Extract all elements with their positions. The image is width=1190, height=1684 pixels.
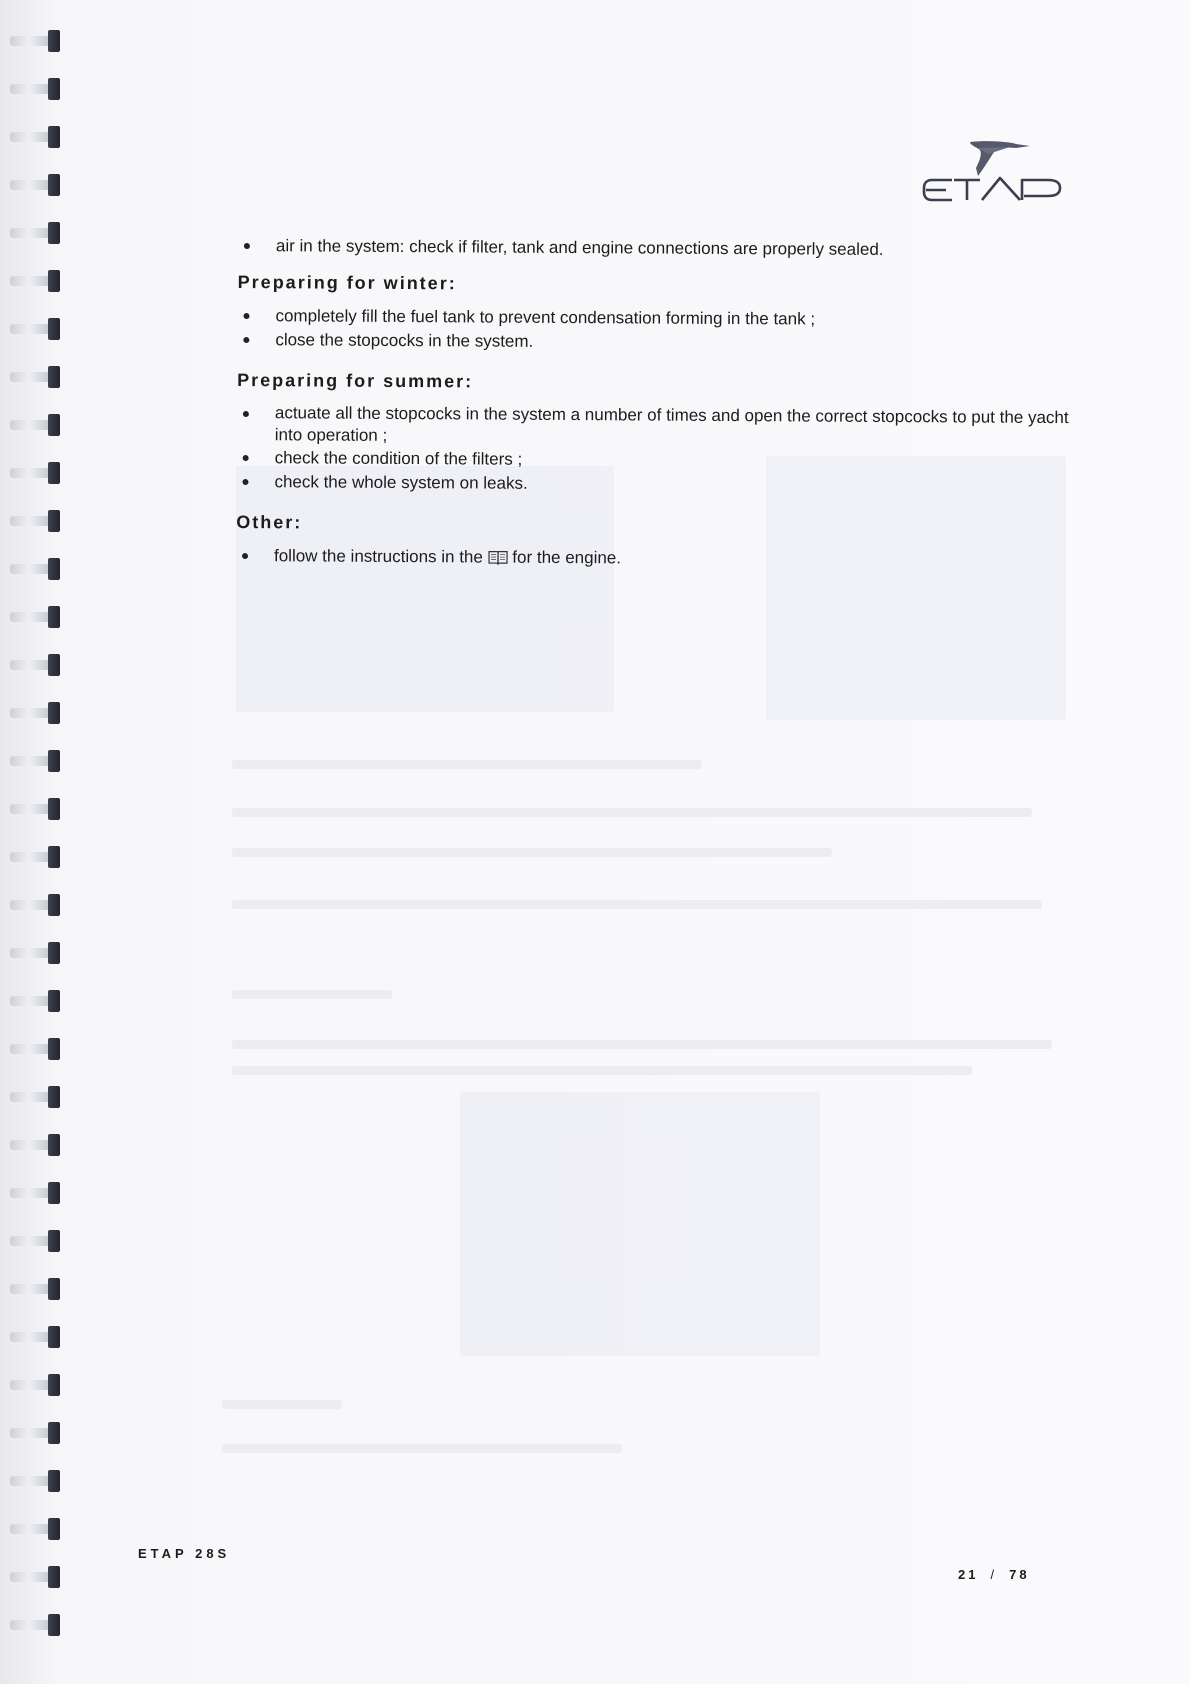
binding-ring-post (48, 654, 60, 676)
binding-ring-post (48, 750, 60, 772)
binding-ring-post (48, 1518, 60, 1540)
section-heading-other: Other: (236, 511, 303, 533)
binding-ring-post (48, 942, 60, 964)
binding-ring-loop (10, 756, 52, 766)
binding-ring (10, 270, 58, 292)
binding-ring-loop (10, 1044, 52, 1054)
page-separator: / (990, 1567, 998, 1582)
binding-ring (10, 702, 58, 724)
binding-ring (10, 30, 58, 52)
binding-ring (10, 1614, 58, 1636)
list-item-text: check the whole system on leaks. (274, 472, 528, 493)
binding-ring (10, 1374, 58, 1396)
binding-ring-post (48, 1182, 60, 1204)
binding-ring-post (48, 1374, 60, 1396)
binding-ring-loop (10, 900, 52, 910)
binding-ring-loop (10, 660, 52, 670)
binding-ring-post (48, 1038, 60, 1060)
binding-ring-post (48, 78, 60, 100)
document-model-label: ETAP 28S (138, 1546, 231, 1561)
binding-ring-loop (10, 84, 52, 94)
binding-ring-post (48, 1326, 60, 1348)
list-item (237, 402, 1077, 451)
binding-ring (10, 654, 58, 676)
binding-ring-loop (10, 1188, 52, 1198)
binding-ring-post (48, 990, 60, 1012)
binding-ring (10, 510, 58, 532)
binding-ring (10, 1422, 58, 1444)
binding-ring-loop (10, 564, 52, 574)
list-item-text: close the stopcocks in the system. (275, 330, 534, 351)
binding-ring-loop (10, 996, 52, 1006)
binding-ring-post (48, 126, 60, 148)
binding-ring-loop (10, 1284, 52, 1294)
section-heading-winter: Preparing for winter: (237, 271, 457, 294)
binding-ring-loop (10, 1620, 52, 1630)
binding-ring-post (48, 366, 60, 388)
binding-ring (10, 1470, 58, 1492)
binding-ring-loop (10, 708, 52, 718)
binding-ring (10, 1230, 58, 1252)
binding-ring-loop (10, 468, 52, 478)
binding-ring-loop (10, 420, 52, 430)
binding-ring-loop (10, 1524, 52, 1534)
list-item-text: actuate all the stopcocks in the system a number of times and open the correct stopcocks to put the yacht into operation ; (274, 403, 1069, 445)
bleed-through-text (232, 1066, 972, 1075)
bleed-through-text (222, 1444, 622, 1453)
binding-ring-post (48, 798, 60, 820)
bullet-icon (243, 313, 249, 319)
list-item (236, 470, 1076, 499)
binding-ring-post (48, 846, 60, 868)
bleed-through-text (232, 1040, 1052, 1049)
list-item-text (274, 544, 1076, 576)
binding-ring-post (48, 1566, 60, 1588)
bleed-through-text (232, 900, 1042, 909)
binding-ring (10, 990, 58, 1012)
binding-ring (10, 1326, 58, 1348)
binding-ring (10, 558, 58, 580)
list-item (237, 328, 1077, 357)
binding-ring-post (48, 1230, 60, 1252)
page-current: 21 (958, 1567, 979, 1582)
bleed-through-text (232, 808, 1032, 817)
binding-ring-loop (10, 1428, 52, 1438)
binding-ring-loop (10, 1332, 52, 1342)
binding-ring (10, 1086, 58, 1108)
binding-ring-loop (10, 612, 52, 622)
binding-ring-loop (10, 372, 52, 382)
section-heading-summer: Preparing for summer: (237, 369, 474, 392)
binding-ring-post (48, 558, 60, 580)
binding-ring (10, 126, 58, 148)
binding-ring-loop (10, 1476, 52, 1486)
spiral-binding (0, 30, 70, 1670)
instruction-text-before: follow the instructions in the (273, 546, 488, 567)
binding-ring-loop (10, 228, 52, 238)
binding-ring (10, 462, 58, 484)
bullet-icon (243, 455, 249, 461)
binding-ring-loop (10, 948, 52, 958)
binding-ring-loop (10, 36, 52, 46)
binding-ring-post (48, 1278, 60, 1300)
binding-ring-post (48, 510, 60, 532)
binding-ring-loop (10, 1380, 52, 1390)
binding-ring-post (48, 30, 60, 52)
bleed-through-text (222, 1400, 342, 1409)
instruction-text-after: for the engine. (507, 547, 622, 568)
bullet-icon (243, 337, 249, 343)
binding-ring (10, 942, 58, 964)
binding-ring (10, 606, 58, 628)
binding-ring (10, 414, 58, 436)
binding-ring-post (48, 702, 60, 724)
binding-ring-post (48, 1470, 60, 1492)
binding-ring-loop (10, 1236, 52, 1246)
binding-ring-post (48, 1134, 60, 1156)
binding-ring (10, 78, 58, 100)
binding-ring (10, 366, 58, 388)
binding-ring-loop (10, 1572, 52, 1582)
list-item-text: completely fill the fuel tank to prevent condensation forming in the tank ; (275, 306, 816, 329)
binding-ring (10, 798, 58, 820)
etap-logo-graphic (918, 132, 1078, 232)
bullet-icon (243, 411, 249, 417)
page-total: 78 (1009, 1567, 1030, 1582)
binding-ring-post (48, 1614, 60, 1636)
bullet-icon (242, 479, 248, 485)
binding-ring-loop (10, 324, 52, 334)
binding-ring (10, 1518, 58, 1540)
binding-ring (10, 846, 58, 868)
maintenance-instructions (236, 234, 1078, 576)
list-item-text: air in the system: check if filter, tank and engine connections are properly sealed. (275, 236, 884, 259)
list-item (236, 544, 1076, 576)
binding-ring-post (48, 174, 60, 196)
binding-ring-loop (10, 1140, 52, 1150)
binding-ring (10, 750, 58, 772)
binding-ring (10, 174, 58, 196)
binding-ring-post (48, 894, 60, 916)
binding-ring-post (48, 414, 60, 436)
binding-ring-loop (10, 516, 52, 526)
binding-ring-post (48, 318, 60, 340)
binding-ring (10, 1566, 58, 1588)
binding-ring-loop (10, 852, 52, 862)
bleed-through-text (232, 848, 832, 857)
bullet-icon (242, 553, 248, 559)
binding-ring-post (48, 270, 60, 292)
binding-ring-loop (10, 804, 52, 814)
binding-ring-loop (10, 180, 52, 190)
binding-ring-loop (10, 1092, 52, 1102)
binding-ring (10, 1278, 58, 1300)
binding-ring-post (48, 222, 60, 244)
bleed-through-text (232, 760, 702, 769)
binding-ring-loop (10, 276, 52, 286)
binding-ring-post (48, 606, 60, 628)
binding-ring (10, 318, 58, 340)
bleed-through-photo (460, 1092, 820, 1356)
list-item (238, 234, 1078, 263)
binding-ring (10, 1182, 58, 1204)
bullet-icon (244, 243, 250, 249)
binding-ring (10, 222, 58, 244)
list-item-text: check the condition of the filters ; (274, 448, 523, 469)
bleed-through-text (232, 990, 392, 999)
manual-book-icon (487, 549, 507, 573)
binding-ring-post (48, 1422, 60, 1444)
binding-ring (10, 894, 58, 916)
binding-ring-post (48, 462, 60, 484)
etap-logo (918, 132, 1078, 232)
binding-ring (10, 1134, 58, 1156)
page-number (958, 1567, 1030, 1582)
binding-ring (10, 1038, 58, 1060)
binding-ring-loop (10, 132, 52, 142)
binding-ring-post (48, 1086, 60, 1108)
